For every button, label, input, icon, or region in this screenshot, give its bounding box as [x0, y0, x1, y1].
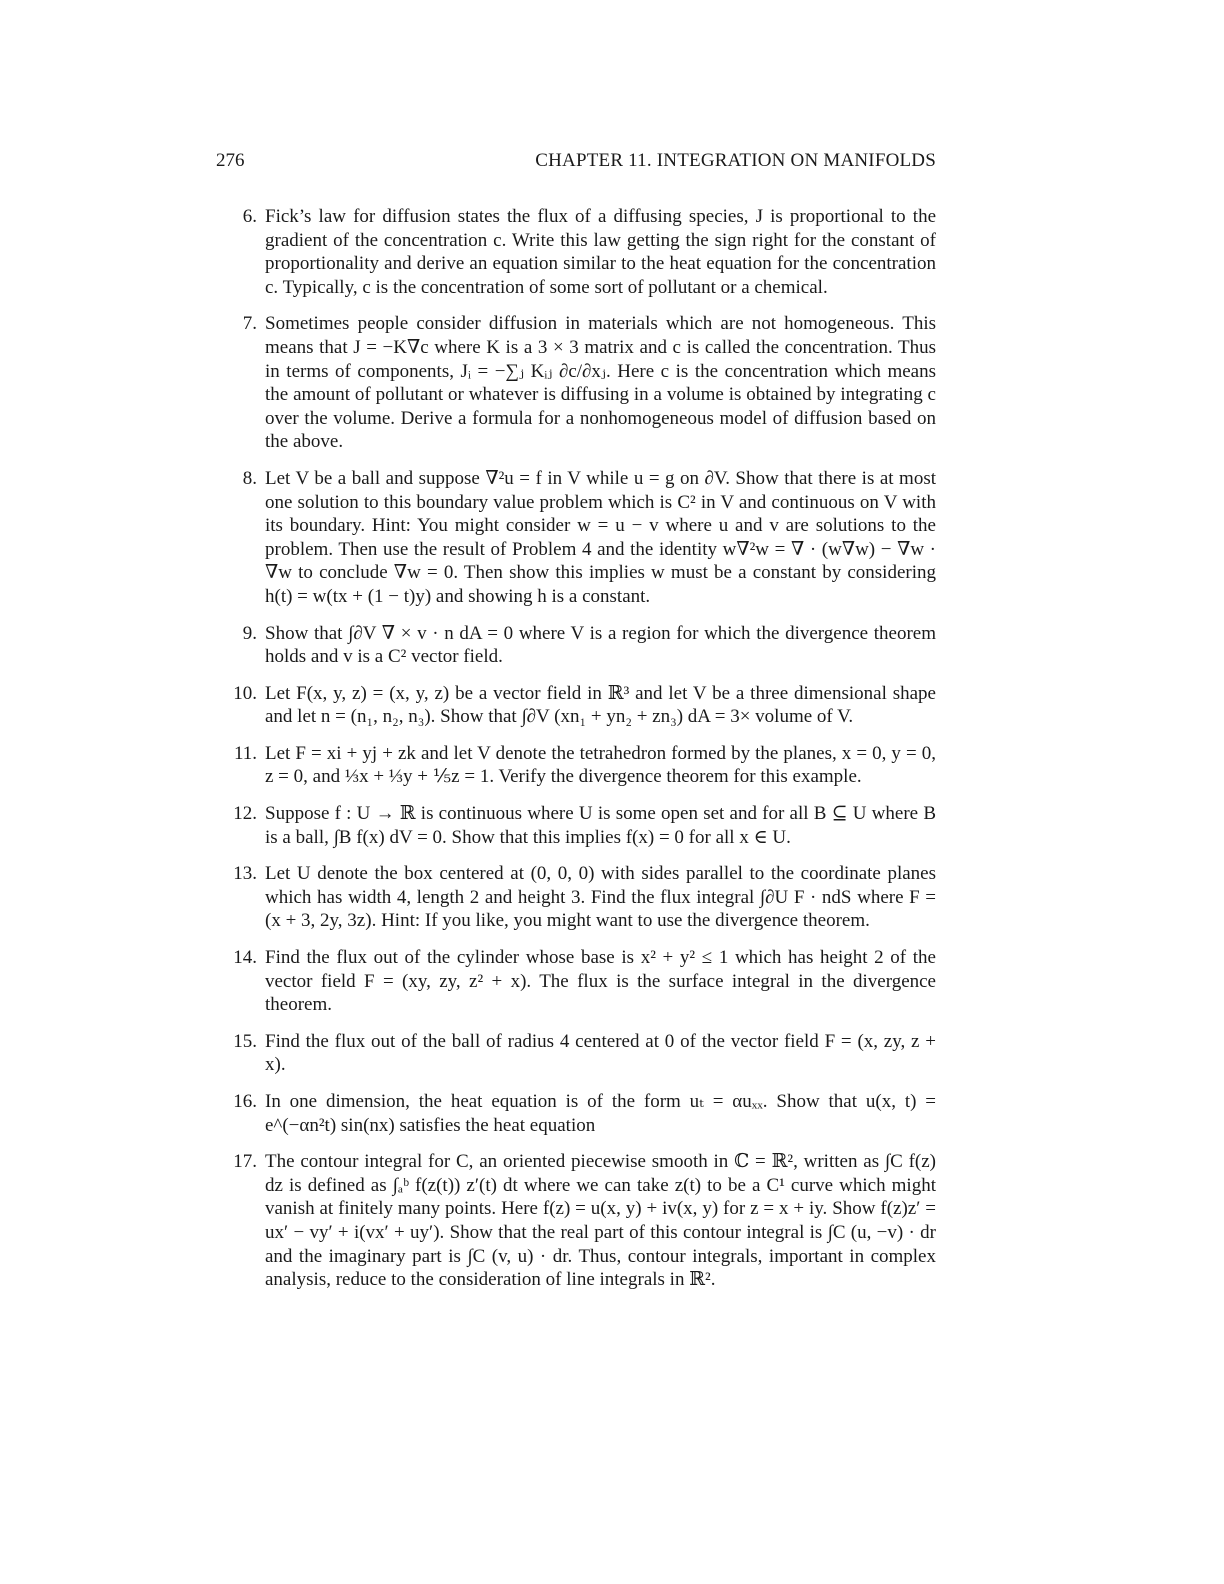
page-header — [216, 150, 936, 174]
problem-item — [216, 802, 936, 849]
problem-number: 8. — [242, 467, 257, 489]
problem-number: 10. — [233, 682, 257, 704]
running-head: CHAPTER 11. INTEGRATION ON MANIFOLDS — [535, 150, 936, 171]
problem-text: The contour integral for C, an oriented piecewise smooth in ℂ = ℝ², written as ∫C f(z) dz is defined as ∫ₐᵇ f(z(t)) z′(t) dt where we can take z(t) to be a C¹ curve which might vanish at finitely many points. Here f(z) = u(x, y) + iv(x, y) for z = x + iy. Show f(z)z′ = ux′ − vy′ + i(vx′ + uy′). Show that the real part of this contour integral is ∫C (u, −v) · dr and the imaginary part is ∫C (v, u) · dr. Thus, contour integrals, important in complex analysis, reduce to the consideration of line integrals in ℝ². — [265, 1151, 936, 1291]
problem-item — [216, 312, 936, 454]
problem-item — [216, 1090, 936, 1137]
problem-item — [216, 946, 936, 1017]
problem-number: 12. — [233, 803, 257, 825]
problem-text: Let F = xi + yj + zk and let V denote the tetrahedron formed by the planes, x = 0, y = 0, z = 0, and ⅓x + ⅓y + ⅕z = 1. Verify the divergence theorem for this example. — [265, 742, 936, 788]
problem-number: 14. — [233, 947, 257, 969]
problem-number: 13. — [233, 863, 257, 885]
problem-item — [216, 205, 936, 299]
problem-text: Let V be a ball and suppose ∇²u = f in V while u = g on ∂V. Show that there is at most one solution to this boundary value problem which is C² in V and continuous on V with its boundary. Hint: You might consider w = u − v where u and v are solutions to the problem. Then use the result of Problem 4 and the identity w∇²w = ∇ · (w∇w) − ∇w · ∇w to conclude ∇w = 0. Then show this implies w must be a constant by considering h(t) = w(tx + (1 − t)y) and showing h is a constant. — [265, 467, 936, 607]
problem-number: 17. — [233, 1151, 257, 1173]
problem-text: Show that ∫∂V ∇ × v · n dA = 0 where V is a region for which the divergence theorem holds and v is a C² vector field. — [265, 622, 936, 668]
problem-number: 15. — [233, 1030, 257, 1052]
problem-number: 6. — [242, 206, 257, 227]
problem-text: Suppose f : U → ℝ is continuous where U is some open set and for all B ⊆ U where B is a ball, ∫B f(x) dV = 0. Show that this implies f(x) = 0 for all x ∈ U. — [265, 803, 936, 848]
problem-item — [216, 467, 936, 609]
problem-text: Let F(x, y, z) = (x, y, z) be a vector field in ℝ³ and let V be a three dimensional shape and let n = (n₁, n₂, n₃). Show that ∫∂V (xn₁ + yn₂ + zn₃) dA = 3× volume of V. — [265, 682, 936, 728]
problem-item — [216, 1150, 936, 1292]
problem-number: 7. — [242, 313, 257, 335]
problem-text: Find the flux out of the cylinder whose base is x² + y² ≤ 1 which has height 2 of the vector field F = (xy, zy, z² + x). The flux is the surface integral in the divergence theorem. — [265, 947, 936, 1016]
problem-item — [216, 862, 936, 933]
problem-text: Fick’s law for diffusion states the flux of a diffusing species, J is proportional to the gradient of the concentration c. Write this law getting the sign right for the constant of proportionality and derive an equation similar to the heat equation for the concentration c. Typically, c is the concentration of some sort of pollutant or a chemical. — [265, 206, 936, 298]
problem-item — [216, 1030, 936, 1077]
problem-text: In one dimension, the heat equation is of the form uₜ = αuₓₓ. Show that u(x, t) = e^(−αn²t) sin(nx) satisfies the heat equation — [265, 1091, 936, 1136]
problem-number: 11. — [233, 742, 257, 764]
problem-number: 16. — [233, 1091, 257, 1112]
page-number: 276 — [216, 150, 245, 171]
problem-list — [216, 205, 936, 1305]
problem-item — [216, 682, 936, 729]
problem-item — [216, 742, 936, 789]
problem-number: 9. — [242, 622, 257, 644]
problem-text: Find the flux out of the ball of radius 4 centered at 0 of the vector field F = (x, zy, z + x). — [265, 1030, 936, 1076]
problem-text: Let U denote the box centered at (0, 0, 0) with sides parallel to the coordinate planes which has width 4, length 2 and height 3. Find the flux integral ∫∂U F · ndS where F = (x + 3, 2y, 3z). Hint: If you like, you might want to use the divergence theorem. — [265, 863, 936, 932]
problem-text: Sometimes people consider diffusion in materials which are not homogeneous. This means that J = −K∇c where K is a 3 × 3 matrix and c is called the concentration. Thus in terms of components, Jᵢ = −∑ⱼ Kᵢⱼ ∂c/∂xⱼ. Here c is the concentration which means the amount of pollutant or whatever is diffusing in a volume is obtained by integrating c over the volume. Derive a formula for a nonhomogeneous model of diffusion based on the above. — [265, 313, 936, 453]
problem-item — [216, 622, 936, 669]
